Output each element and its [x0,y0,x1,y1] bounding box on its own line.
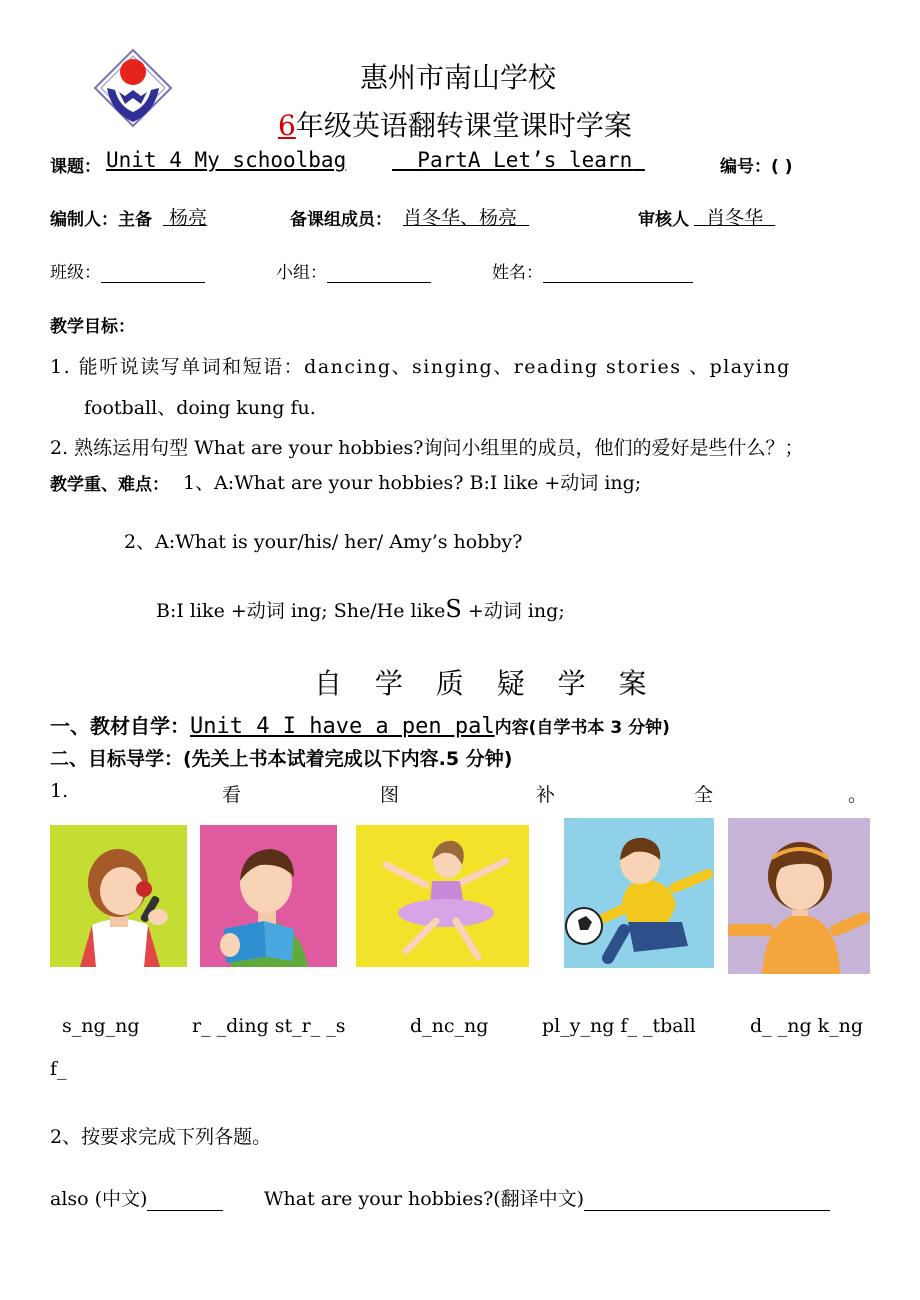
reviewer-label: 审核人 [638,210,689,230]
group-label: 备课组成员： [290,210,392,230]
blank-word-5: d_ _ng k_ng [750,1015,864,1037]
key-point-1: 1、A:What are your hobbies? B:I like +动词 ing; [183,472,642,494]
picture-reading [200,825,337,967]
class-blank[interactable] [101,266,205,283]
team-field [276,258,431,283]
part1-label: 一、教材自学： [50,714,190,738]
logo-emblem-icon [85,40,181,136]
key-point-3-b: +动词 ing; [461,600,565,622]
class-label: 班级： [50,263,101,283]
team-blank[interactable] [327,266,431,283]
school-name: 惠州市南山学校 [360,61,557,94]
boy-reading-icon [200,825,337,967]
editor-value-text: 杨亮 [169,207,208,229]
name-label: 姓名： [492,263,543,283]
key-point-2: 2、A:What is your/his/ her/ Amy’s hobby? [124,531,523,553]
task2-q2 [264,1184,830,1211]
topic-label: 课题： [50,157,101,177]
task2-q2-text: What are your hobbies?(翻译中文) [264,1188,585,1210]
part2-line: 二、目标导学：(先关上书本试着完成以下内容.5 分钟) [50,748,513,770]
girl-kung-fu-icon [728,818,870,974]
task2-q2-blank[interactable] [584,1194,830,1211]
editor-value [163,203,207,230]
girl-singing-icon [50,825,187,967]
picture-singing [50,825,187,967]
part-value [392,148,645,172]
task2-q1-blank[interactable] [147,1194,223,1211]
key-point-3-a: B:I like +动词 ing; She/He like [156,600,446,622]
blank-word-1: s_ng_ng [62,1015,140,1037]
goals-heading: 教学目标： [50,317,135,337]
section-title: 自 学 质 疑 学 案 [314,667,659,700]
key-point-3 [156,595,565,623]
picture-task-char-3: 补 [536,784,556,806]
topic-value: Unit 4 My schoolbag [106,148,347,172]
boy-playing-football-icon [564,818,714,968]
picture-task-char-5: 。 [848,784,868,806]
picture-football [564,818,714,968]
task2-q1 [50,1184,223,1211]
part-value-text: PartA Let’s learn [417,148,633,172]
picture-task-char-4: 全 [694,784,714,806]
blank-word-5-cont: f_ [50,1058,67,1080]
reviewer-value-text: 肖冬华 [706,207,764,229]
part1-line [50,710,670,739]
blank-word-4: pl_y_ng f_ _tball [542,1015,696,1037]
girl-dancing-icon [356,825,529,967]
picture-dancing [356,825,529,967]
picture-task-char-1: 看 [222,784,242,806]
picture-kungfu [728,818,870,974]
task2-heading: 2、按要求完成下列各题。 [50,1126,272,1148]
title-text: 年级英语翻转课堂课时学案 [295,109,632,142]
grade-number: 6 [278,109,296,142]
blank-word-2: r_ _ding st_r_ _s [192,1015,346,1037]
part1-unit: Unit 4 I have a pen pal [190,714,495,739]
key-points-label: 教学重、难点： [50,475,169,495]
page-title [278,104,632,144]
class-field [50,258,205,283]
name-field [492,258,693,283]
part1-suffix: 内容(自学书本 3 分钟) [494,718,670,738]
editor-label: 编制人：主备 [50,210,152,230]
group-value [403,203,529,230]
task2-q1-text: also (中文) [50,1188,148,1210]
reviewer-value [694,203,775,230]
goal-item-1-cont: football、doing kung fu. [84,397,316,419]
goal-item-2: 2. 熟练运用句型 What are your hobbies?询问小组里的成员，他们的爱好是些什么？； [50,437,804,459]
goal-item-1: 1. 能听说读写单词和短语：dancing、singing、reading stories 、playing [50,356,791,378]
group-value-text: 肖冬华、杨亮 [403,207,518,229]
picture-task-num: 1. [50,780,69,802]
number-label: 编号：( ) [720,157,793,177]
school-logo [85,40,181,136]
team-label: 小组： [276,263,327,283]
name-blank[interactable] [543,266,693,283]
blank-word-3: d_nc_ng [410,1015,489,1037]
picture-task-char-2: 图 [380,784,400,806]
key-point-3-s: S [445,595,462,623]
